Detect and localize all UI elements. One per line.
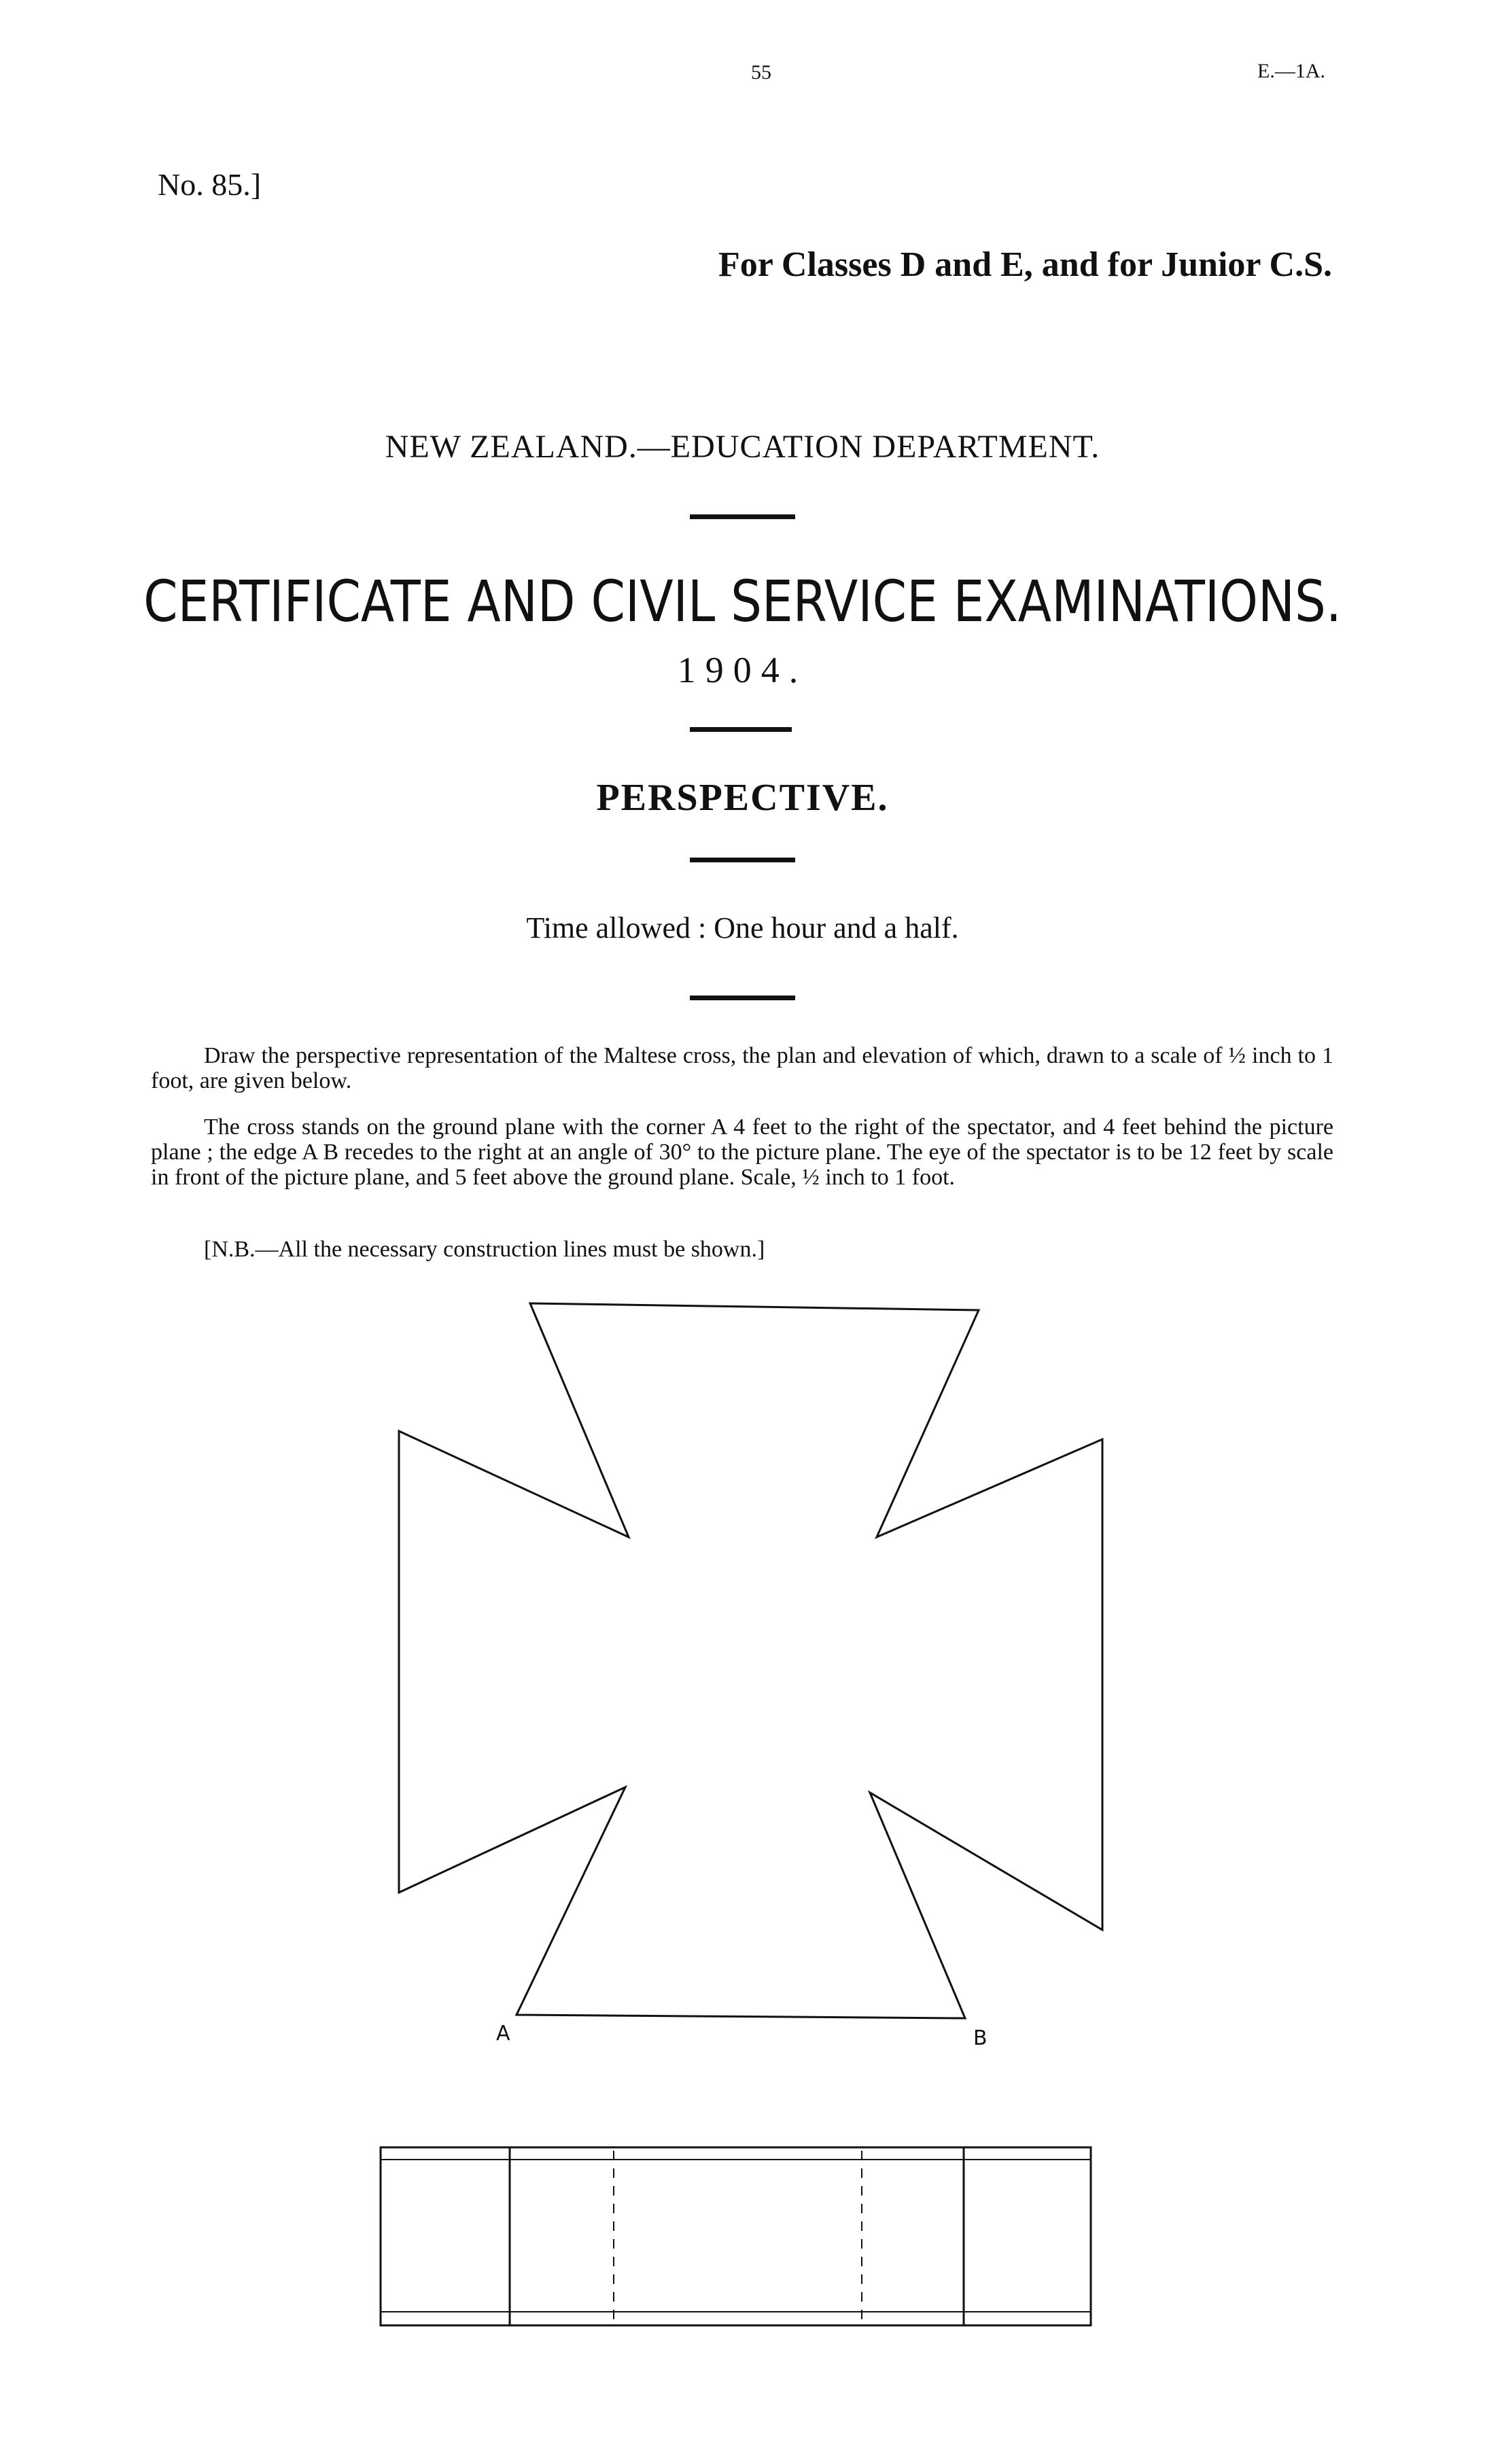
page-number: 55 <box>751 61 771 84</box>
time-allowed: Time allowed : One hour and a half. <box>526 911 959 945</box>
exam-year: 1904. <box>677 650 808 690</box>
corner-b-label: B <box>973 2026 988 2050</box>
instruction-paragraph-2: The cross stands on the ground plane with the corner A 4 feet to the right of the spectator, and 4 feet behind the picture plane ; the edge A B recedes to the right at an angle of 30° to the picture plane. The eye of the spectator is to be 12 feet by scale in front of the picture plane, and 5 feet above the ground plane. Scale, ½ inch to 1 foot. <box>151 1114 1333 1190</box>
document-reference: E.—1A. <box>1257 60 1325 82</box>
instruction-note: [N.B.—All the necessary construction lines must be shown.] <box>204 1237 765 1262</box>
classes-line: For Classes D and E, and for Junior C.S. <box>718 245 1332 284</box>
subject-title: PERSPECTIVE. <box>596 777 889 819</box>
corner-a-label: A <box>496 2022 510 2045</box>
paper-number: No. 85.] <box>158 167 262 202</box>
elevation-outline <box>381 2147 1091 2325</box>
main-title: CERTIFICATE AND CIVIL SERVICE EXAMINATIONS. <box>143 568 1342 635</box>
instruction-paragraph-1: Draw the perspective representation of the Maltese cross, the plan and elevation of which, drawn to a scale of ½ inch to 1 foot, are given below. <box>151 1043 1333 1093</box>
department-heading: NEW ZEALAND.—EDUCATION DEPARTMENT. <box>385 429 1100 465</box>
